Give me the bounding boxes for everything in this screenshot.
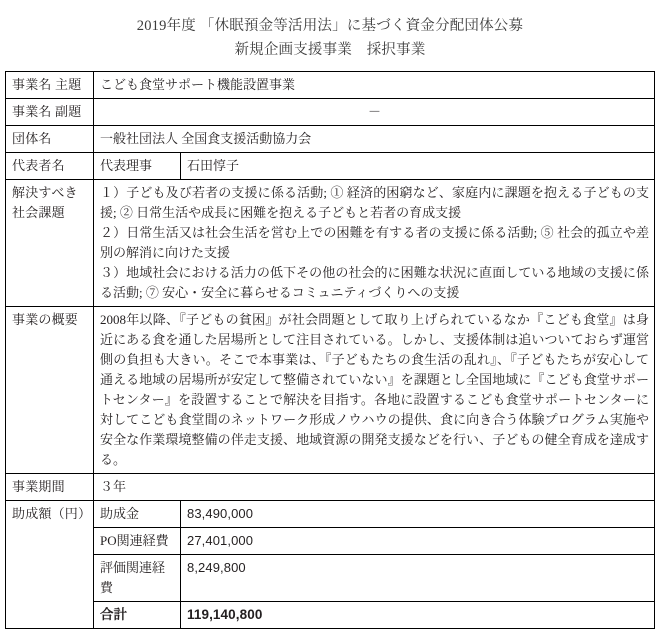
row-label-social-issues-line2: 社会課題 xyxy=(12,205,65,220)
document-title-line-2: 新規企画支援事業 採択事業 xyxy=(234,42,426,58)
row-label-project-overview: 事業の概要 xyxy=(6,307,94,474)
social-issue-item-3: ３）地域社会における活力の低下その他の社会的に困難な状況に直面している地域の支援に係る活動; ⑦ 安心・安全に暮らせるコミュニティづくりへの支援 xyxy=(100,265,650,300)
document-title-line-1: 2019年度 「休眠預金等活用法」に基づく資金分配団体公募 xyxy=(136,18,524,34)
row-label-project-title: 事業名 主題 xyxy=(6,72,94,99)
grant-item-name: 助成金 xyxy=(94,501,181,528)
row-label-organization: 団体名 xyxy=(6,126,94,153)
row-value-project-overview: 2008年以降、『子どもの貧困』が社会問題として取り上げられているなか『こども食堂』は身近にある食を通した居場所として注目されている。しかし、支援体制は追いついておらず運営側の負担も大きい。そこで本事業は、『子どもたちの食生活の乱れ』、『子どもたちが安心して通える地域の居場所が安定して整備されていない』を課題とし全国地域に『こども食堂サポートセンター』を設置することで解決を目指す。各地に設置するこども食堂サポートセンターに対してこども食堂間のネットワーク形成ノウハウの提供、食に向き合う体験プログラム実施や安全な作業環境整備の伴走支援、地域資源の開発支援などを行い、子どもの健全育成を達成する。 xyxy=(94,307,655,474)
grant-item-amount: 27,401,000 xyxy=(181,528,655,555)
row-label-representative: 代表者名 xyxy=(6,153,94,180)
row-value-project-subtitle: － xyxy=(94,99,655,126)
representative-name: 石田惇子 xyxy=(181,153,655,180)
row-value-project-title: こども食堂サポート機能設置事業 xyxy=(94,72,655,99)
table-row-project-subtitle xyxy=(6,99,655,126)
table-row-grant-item xyxy=(6,528,655,555)
grant-total-label: 合計 xyxy=(94,602,181,629)
row-label-project-period: 事業期間 xyxy=(6,474,94,501)
application-table-container xyxy=(5,71,654,629)
table-row-project-period xyxy=(6,474,655,501)
row-value-organization: 一般社団法人 全国食支援活動協力会 xyxy=(94,126,655,153)
row-label-grant-amount: 助成額（円） xyxy=(6,501,94,629)
application-summary-table xyxy=(5,71,655,629)
row-label-social-issues-line1: 解決すべき xyxy=(12,185,78,200)
row-label-social-issues xyxy=(6,180,94,307)
grant-item-amount: 8,249,800 xyxy=(181,555,655,602)
row-label-project-subtitle: 事業名 副題 xyxy=(6,99,94,126)
grant-item-name: 評価関連経費 xyxy=(94,555,181,602)
grant-item-amount: 83,490,000 xyxy=(181,501,655,528)
table-row-representative xyxy=(6,153,655,180)
social-issue-item-1: １）子ども及び若者の支援に係る活動; ① 経済的困窮など、家庭内に課題を抱える子どもの支援; ② 日常生活や成長に困難を抱える子どもと若者の育成支援 xyxy=(100,185,650,220)
row-value-social-issues xyxy=(94,180,655,307)
table-row-project-overview xyxy=(6,307,655,474)
table-row-grant-item xyxy=(6,501,655,528)
grant-item-name: PO関連経費 xyxy=(94,528,181,555)
row-value-project-period: ３年 xyxy=(94,474,655,501)
grant-total-amount: 119,140,800 xyxy=(181,602,655,629)
document-header xyxy=(0,0,660,62)
table-row-grant-total xyxy=(6,602,655,629)
table-row-social-issues xyxy=(6,180,655,307)
representative-title: 代表理事 xyxy=(94,153,181,180)
social-issue-item-2: ２）日常生活又は社会生活を営む上での困難を有する者の支援に係る活動; ⑤ 社会的孤立や差別の解消に向けた支援 xyxy=(100,225,650,260)
table-row-organization xyxy=(6,126,655,153)
table-row-project-title xyxy=(6,72,655,99)
table-row-grant-item xyxy=(6,555,655,602)
